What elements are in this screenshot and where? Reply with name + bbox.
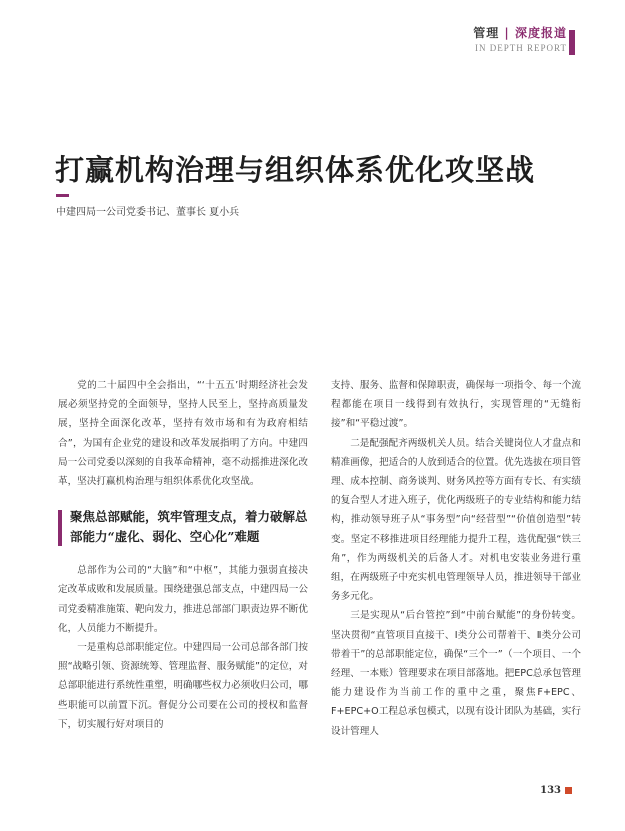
paragraph: 总部作为公司的“大脑”和“中枢”，其能力强弱直接决定改革成败和发展质量。围绕建强总部支点，中建四局一公司党委精准施策、靶向发力，推进总部部门职责边界不断优化，人员能力不断提升。 (58, 565, 308, 634)
title-accent-bar (56, 194, 69, 197)
paragraph: 二是配强配齐两级机关人员。结合关键岗位人才盘点和精准画像，把适合的人放到适合的位置。优先选拔在项目管理、成本控制、商务谈判、财务风控等方面有专长、有实绩的复合型人才进入班子，优化两级班子的专业结构和能力结构，推动领导班子从“事务型”向“经营型”“价值创造型”转变。坚定不移推进项目经理能力提升工程，选优配强“铁三角”，作为两级机关的后备人才。对机电安装业务进行重组，在两级班子中充实机电管理领导人员，推进领导干部业务多元化。 (331, 437, 581, 603)
right-column (331, 376, 581, 741)
left-column (58, 376, 308, 734)
header-section: 管理 (473, 26, 500, 40)
article-author: 中建四局一公司党委书记、董事长 夏小兵 (56, 207, 240, 218)
paragraph: 三是实现从“后台管控”到“中前台赋能”的身份转变。坚决贯彻“直管项目直接干、Ⅰ类分公司帮着干、Ⅱ类分公司带着干”的总部职能定位，确保“三个一”（一个项目、一个经理、一本账）管理要求在项目部落地。把EPC总承包管理能力建设作为当前工作的重中之重，聚焦F+EPC、F+EPC+O工程总承包模式，以现有设计团队为基础，实行设计管理人 (331, 610, 581, 737)
header-column: 深度报道 (514, 26, 567, 40)
header-section-label (473, 24, 567, 41)
page-number: 133 (540, 785, 561, 796)
paragraph: 一是重构总部职能定位。中建四局一公司总部各部门按照“战略引领、资源统筹、管理监督、服务赋能”的定位，对总部职能进行系统性重塑，明确哪些权力必须收归公司，哪些职能可以前置下沉。督促分公司要在公司的授权和监督下，切实履行好对项目的 (58, 642, 308, 730)
paragraph: 支持、服务、监督和保障职责，确保每一项指令、每一个流程都能在项目一线得到有效执行，实现管理的“无缝衔接”和“平稳过渡”。 (331, 380, 581, 430)
header-separator: | (504, 26, 510, 40)
page-header (473, 24, 567, 53)
page-marker (565, 787, 572, 794)
header-english: IN DEPTH REPORT (475, 43, 567, 53)
section-heading: 聚焦总部赋能，筑牢管理支点，着力破解总部能力“虚化、弱化、空心化”难题 (58, 507, 308, 547)
header-accent-bar (569, 30, 575, 55)
paragraph: 党的二十届四中全会指出，“‘十五五’时期经济社会发展必须坚持党的全面领导，坚持人民至上，坚持高质量发展，坚持全面深化改革，坚持有效市场和有为政府相结合”，为国有企业党的建设和改革发展指明了方向。中建四局一公司党委以深刻的自我革命精神，毫不动摇推进深化改革，坚决打赢机构治理与组织体系优化攻坚战。 (58, 380, 308, 488)
article-title: 打赢机构治理与组织体系优化攻坚战 (55, 153, 536, 187)
